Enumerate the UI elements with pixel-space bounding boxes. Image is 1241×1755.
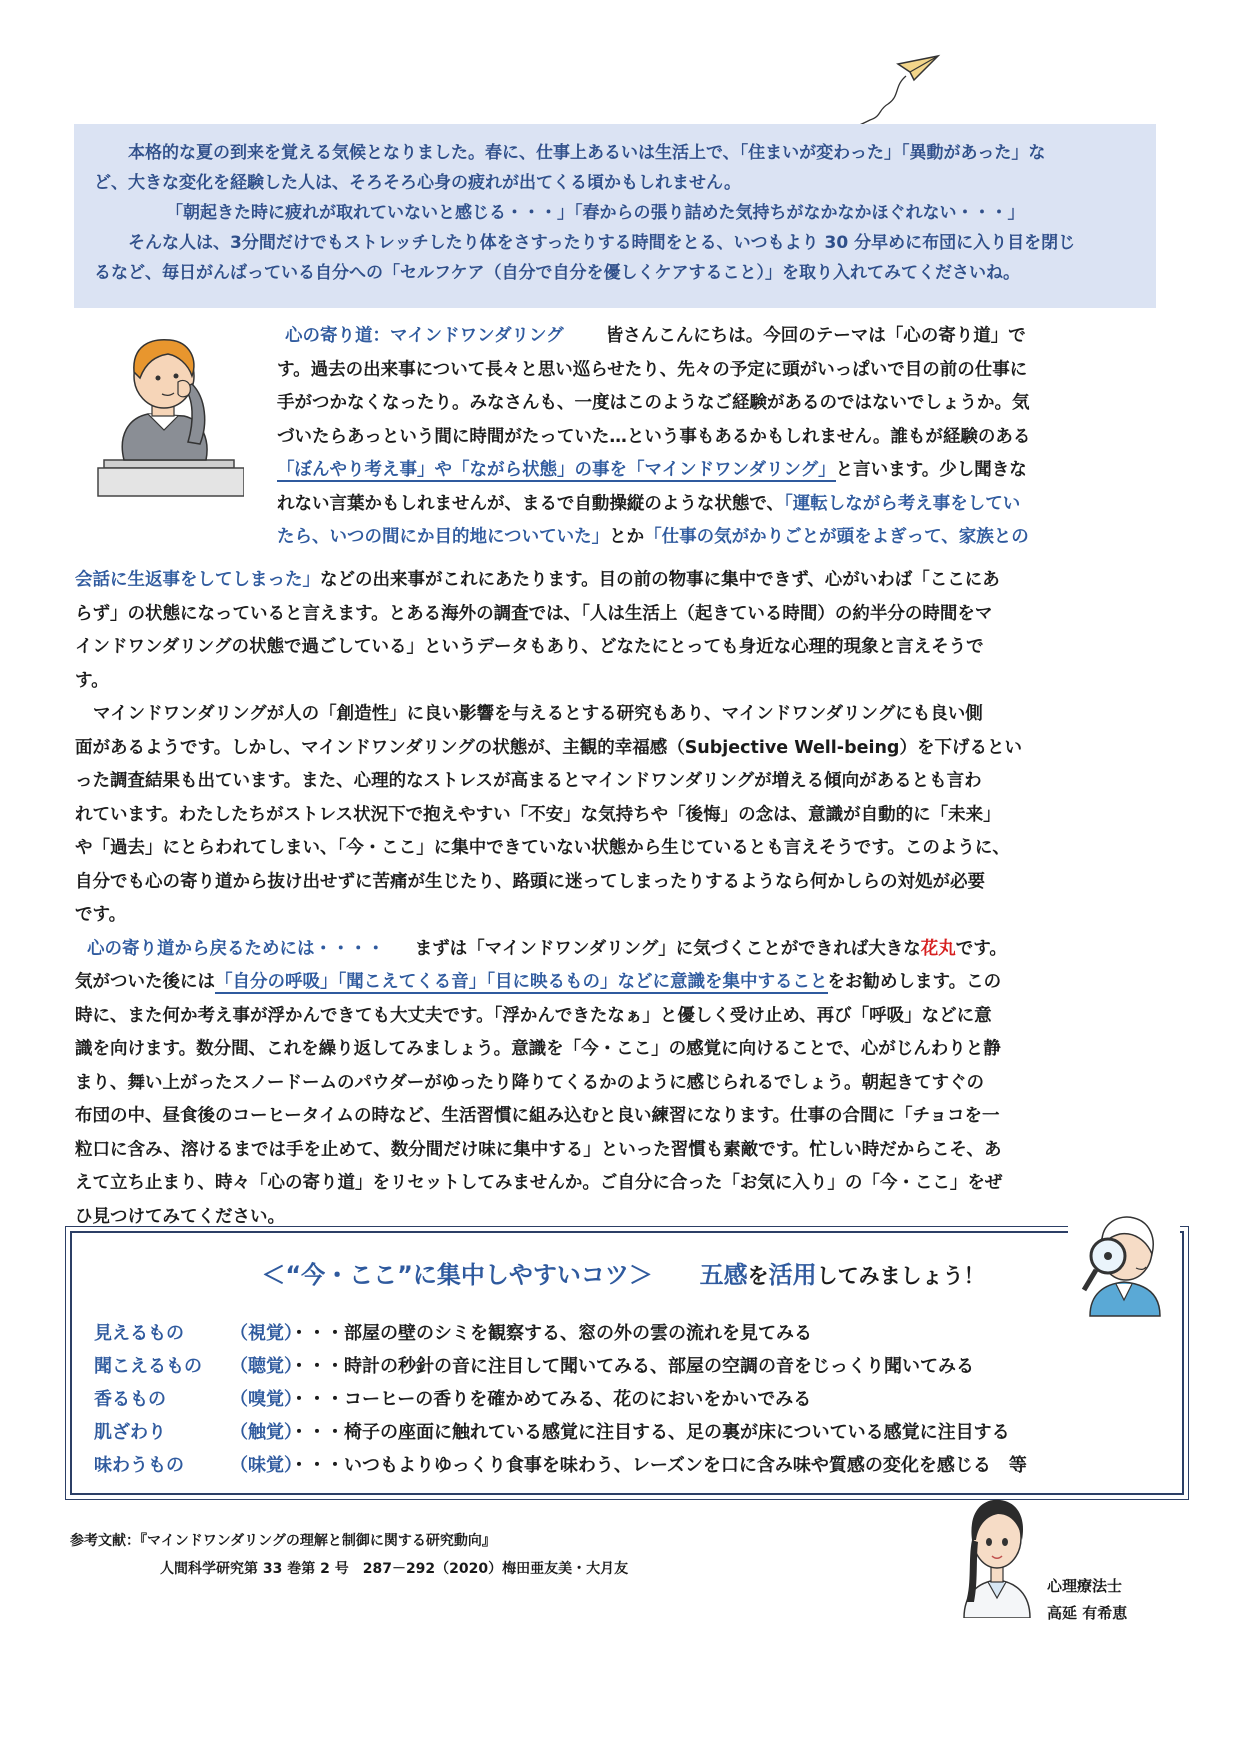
tips-key: 香るもの [94,1389,166,1410]
section-heading: 心の寄り道から戻るためには・・・・ [79,939,393,959]
paragraph-line: まずは「マインドワンダリング」に気づくことができれば大きな [414,938,921,959]
tips-row [94,1418,1010,1444]
paragraph-line: 布団の中、昼食後のコーヒータイムの時など、生活習慣に組み込むと良い練習になります。仕事の合間に「チョコを一 [75,1106,1000,1126]
paragraph-line: づいたらあっという間に時間がたっていた…という事もあるかもしれません。誰もが経験のある [277,426,1031,447]
reference-line: 参考文献：『マインドワンダリングの理解と制御に関する研究動向』 [70,1533,496,1549]
paragraph-line: インドワンダリングの状態で過ごしている」というデータもあり、どなたにとっても身近な心理的現象と言えそうで [75,637,984,657]
intro-line: るなど、毎日がんばっている自分への「セルフケア（自分で自分を優しくケアすること）」を取り入れてみてくださいね。 [94,263,1020,283]
underlined-phrase: 「自分の呼吸」「聞こえてくる音」「目に映るもの」などに意識を集中すること [215,972,828,992]
author-block [1047,1573,1127,1627]
reference-line: 人間科学研究第 33 巻第 2 号 287－292（2020）梅田亜友美・大月友 [160,1561,629,1577]
paragraph-line: をお勧めします。この [827,972,1002,992]
section-heading: 心の寄り道：マインドワンダリング [277,326,572,346]
paragraph-line: 粒口に含み、溶けるまでは手を止めて、数分間だけ味に集中する」といった習慣も素敵です。忙しい時だからこそ、あ [75,1139,1002,1160]
tips-key: 肌ざわり [94,1422,166,1443]
tips-subtitle-part: 活用 [768,1261,817,1289]
tips-sense: （嗅覚） [230,1389,302,1410]
paragraph-line: ひ見つけてみてください。 [75,1206,285,1227]
tips-desc: ・・・椅子の座面に触れている感覚に注目する、足の裏が床についている感覚に注目する [290,1422,1010,1443]
tips-desc: ・・・部屋の壁のシミを観察する、窓の外の雲の流れを見てみる [290,1323,812,1344]
tips-subtitle [692,1261,993,1289]
magnifier-person-illustration [1068,1210,1180,1318]
highlighted-phrase: 会話に生返事をしてしまった」 [75,570,320,590]
tips-row [94,1319,812,1345]
underlined-phrase: 「ぼんやり考え事」や「ながら状態」の事を「マインドワンダリング」 [277,460,836,480]
tips-desc: ・・・時計の秒針の音に注目して聞いてみる、部屋の空調の音をじっくり聞いてみる [290,1356,974,1377]
paragraph-line: とか [609,527,645,547]
tips-key: 味わうもの [94,1455,184,1476]
paragraph-line: マインドワンダリングが人の「創造性」に良い影響を与えるとする研究もあり、マインドワンダリングにも良い側 [93,704,983,724]
paragraph-line: す。過去の出来事について長々と思い巡らせたり、先々の予定に頭がいっぱいで目の前の仕事に [277,359,1028,380]
tips-sense: （触覚） [230,1422,302,1443]
paper-plane-icon [840,52,960,132]
paragraph-line: えて立ち止まり、時々「心の寄り道」をリセットしてみませんか。ご自分に合った「お気に入り」の「今・ここ」をぜ [75,1173,1003,1193]
intro-line: 本格的な夏の到来を覚える気候となりました。春に、仕事上あるいは生活上で、「住まいが変わった」「異動があった」な [128,143,1046,163]
tips-subtitle-part: を [747,1264,769,1288]
tips-subtitle-part: 五感 [699,1261,748,1289]
paragraph-line: 気がついた後には [75,972,215,992]
tips-desc: ・・・いつもよりゆっくり食事を味わう、レーズンを口に含み味や質感の変化を感じる 等 [290,1455,1027,1476]
thinking-person-illustration [84,332,244,512]
paragraph-line: れない言葉かもしれませんが、まるで自動操縦のような状態で、 [277,493,784,514]
author-role: 心理療法士 [1047,1577,1123,1595]
section-mind-wandering-cont [75,564,1022,1234]
therapist-avatar [954,1490,1040,1618]
paragraph-line: れています。わたしたちがストレス状況下で抱えやすい「不安」な気持ちや「後悔」の念は、意識が自動的に「未来」 [75,804,1001,825]
tips-key: 聞こえるもの [94,1356,202,1377]
tips-sense: （視覚） [230,1323,302,1344]
tips-row [94,1352,974,1378]
highlight-red-phrase: 花丸 [920,938,956,959]
intro-box [74,124,1156,308]
paragraph-line: などの出来事がこれにあたります。目の前の物事に集中できず、心がいわば「ここにあ [320,570,1000,590]
paragraph-line: 皆さんこんにちは。今回のテーマは「心の寄り道」で [605,326,1026,346]
section-mind-wandering [277,320,1030,555]
intro-line: ど、大きな変化を経験した人は、そろそろ心身の疲れが出てくる頃かもしれません。 [94,173,742,193]
tips-row [94,1451,1027,1477]
intro-line: そんな人は、3分間だけでもストレッチしたり体をさすったりする時間をとる、いつもより 30 分早めに布団に入り目を閉じ [128,233,1076,253]
paragraph-line: です。 [75,905,127,925]
tips-box [70,1231,1184,1495]
intro-line: 「朝起きた時に疲れが取れていないと感じる・・・」「春からの張り詰めた気持ちがなかなかほぐれない・・・」 [166,203,1025,223]
tips-subtitle-part: してみましょう！ [816,1264,985,1288]
highlighted-phrase: たら、いつの間にか目的地についていた」 [277,527,610,547]
paragraph-line: まり、舞い上がったスノードームのパウダーがゆったり降りてくるかのように感じられるでしょう。朝起きてすぐの [75,1072,984,1093]
paragraph-line: 時に、また何か考え事が浮かんできても大丈夫です。「浮かんできたなぁ」と優しく受け止め、再び「呼吸」などに意 [75,1005,992,1026]
tips-title-text: ＜“今・ここ”に集中しやすいコツ＞ [261,1261,653,1289]
paragraph-line: と言います。少し聞きな [835,460,1027,480]
paragraph-line: です。 [955,938,1007,959]
paragraph-line: す。 [75,670,109,691]
tips-key: 見えるもの [94,1323,184,1344]
tips-title [72,1255,1182,1290]
paragraph-line: 面があるようです。しかし、マインドワンダリングの状態が、主観的幸福感（Subjective Well-being）を下げるとい [75,737,1022,758]
paragraph-line: った調査結果も出ています。また、心理的なストレスが高まるとマインドワンダリングが増える傾向があるとも言わ [75,771,982,791]
tips-sense: （味覚） [230,1455,302,1476]
highlighted-phrase: 「運転しながら考え事をしてい [783,493,1021,514]
author-name: 高延 有希恵 [1047,1604,1128,1622]
tips-sense: （聴覚） [230,1356,302,1377]
references [70,1527,628,1583]
paragraph-line: や「過去」にとらわれてしまい、「今・ここ」に集中できていない状態から生じているとも言えそうです。このように、 [75,838,1010,858]
paragraph-line: 自分でも心の寄り道から抜け出せずに苦痛が生じたり、路頭に迷ってしまったりするようなら何かしらの対処が必要 [75,871,985,892]
highlighted-phrase: 「仕事の気がかりごとが頭をよぎって、家族との [644,527,1029,547]
paragraph-line: 識を向けます。数分間、これを繰り返してみましょう。意識を「今・ここ」の感覚に向けることで、心がじんわりと静 [75,1039,1001,1059]
tips-desc: ・・・コーヒーの香りを確かめてみる、花のにおいをかいでみる [290,1389,812,1410]
paragraph-line: 手がつかなくなったり。みなさんも、一度はこのようなご経験があるのではないでしょうか。気 [277,393,1030,413]
paragraph-line: らず」の状態になっていると言えます。とある海外の調査では、「人は生活上（起きている時間）の約半分の時間をマ [75,603,993,624]
tips-row [94,1385,811,1411]
